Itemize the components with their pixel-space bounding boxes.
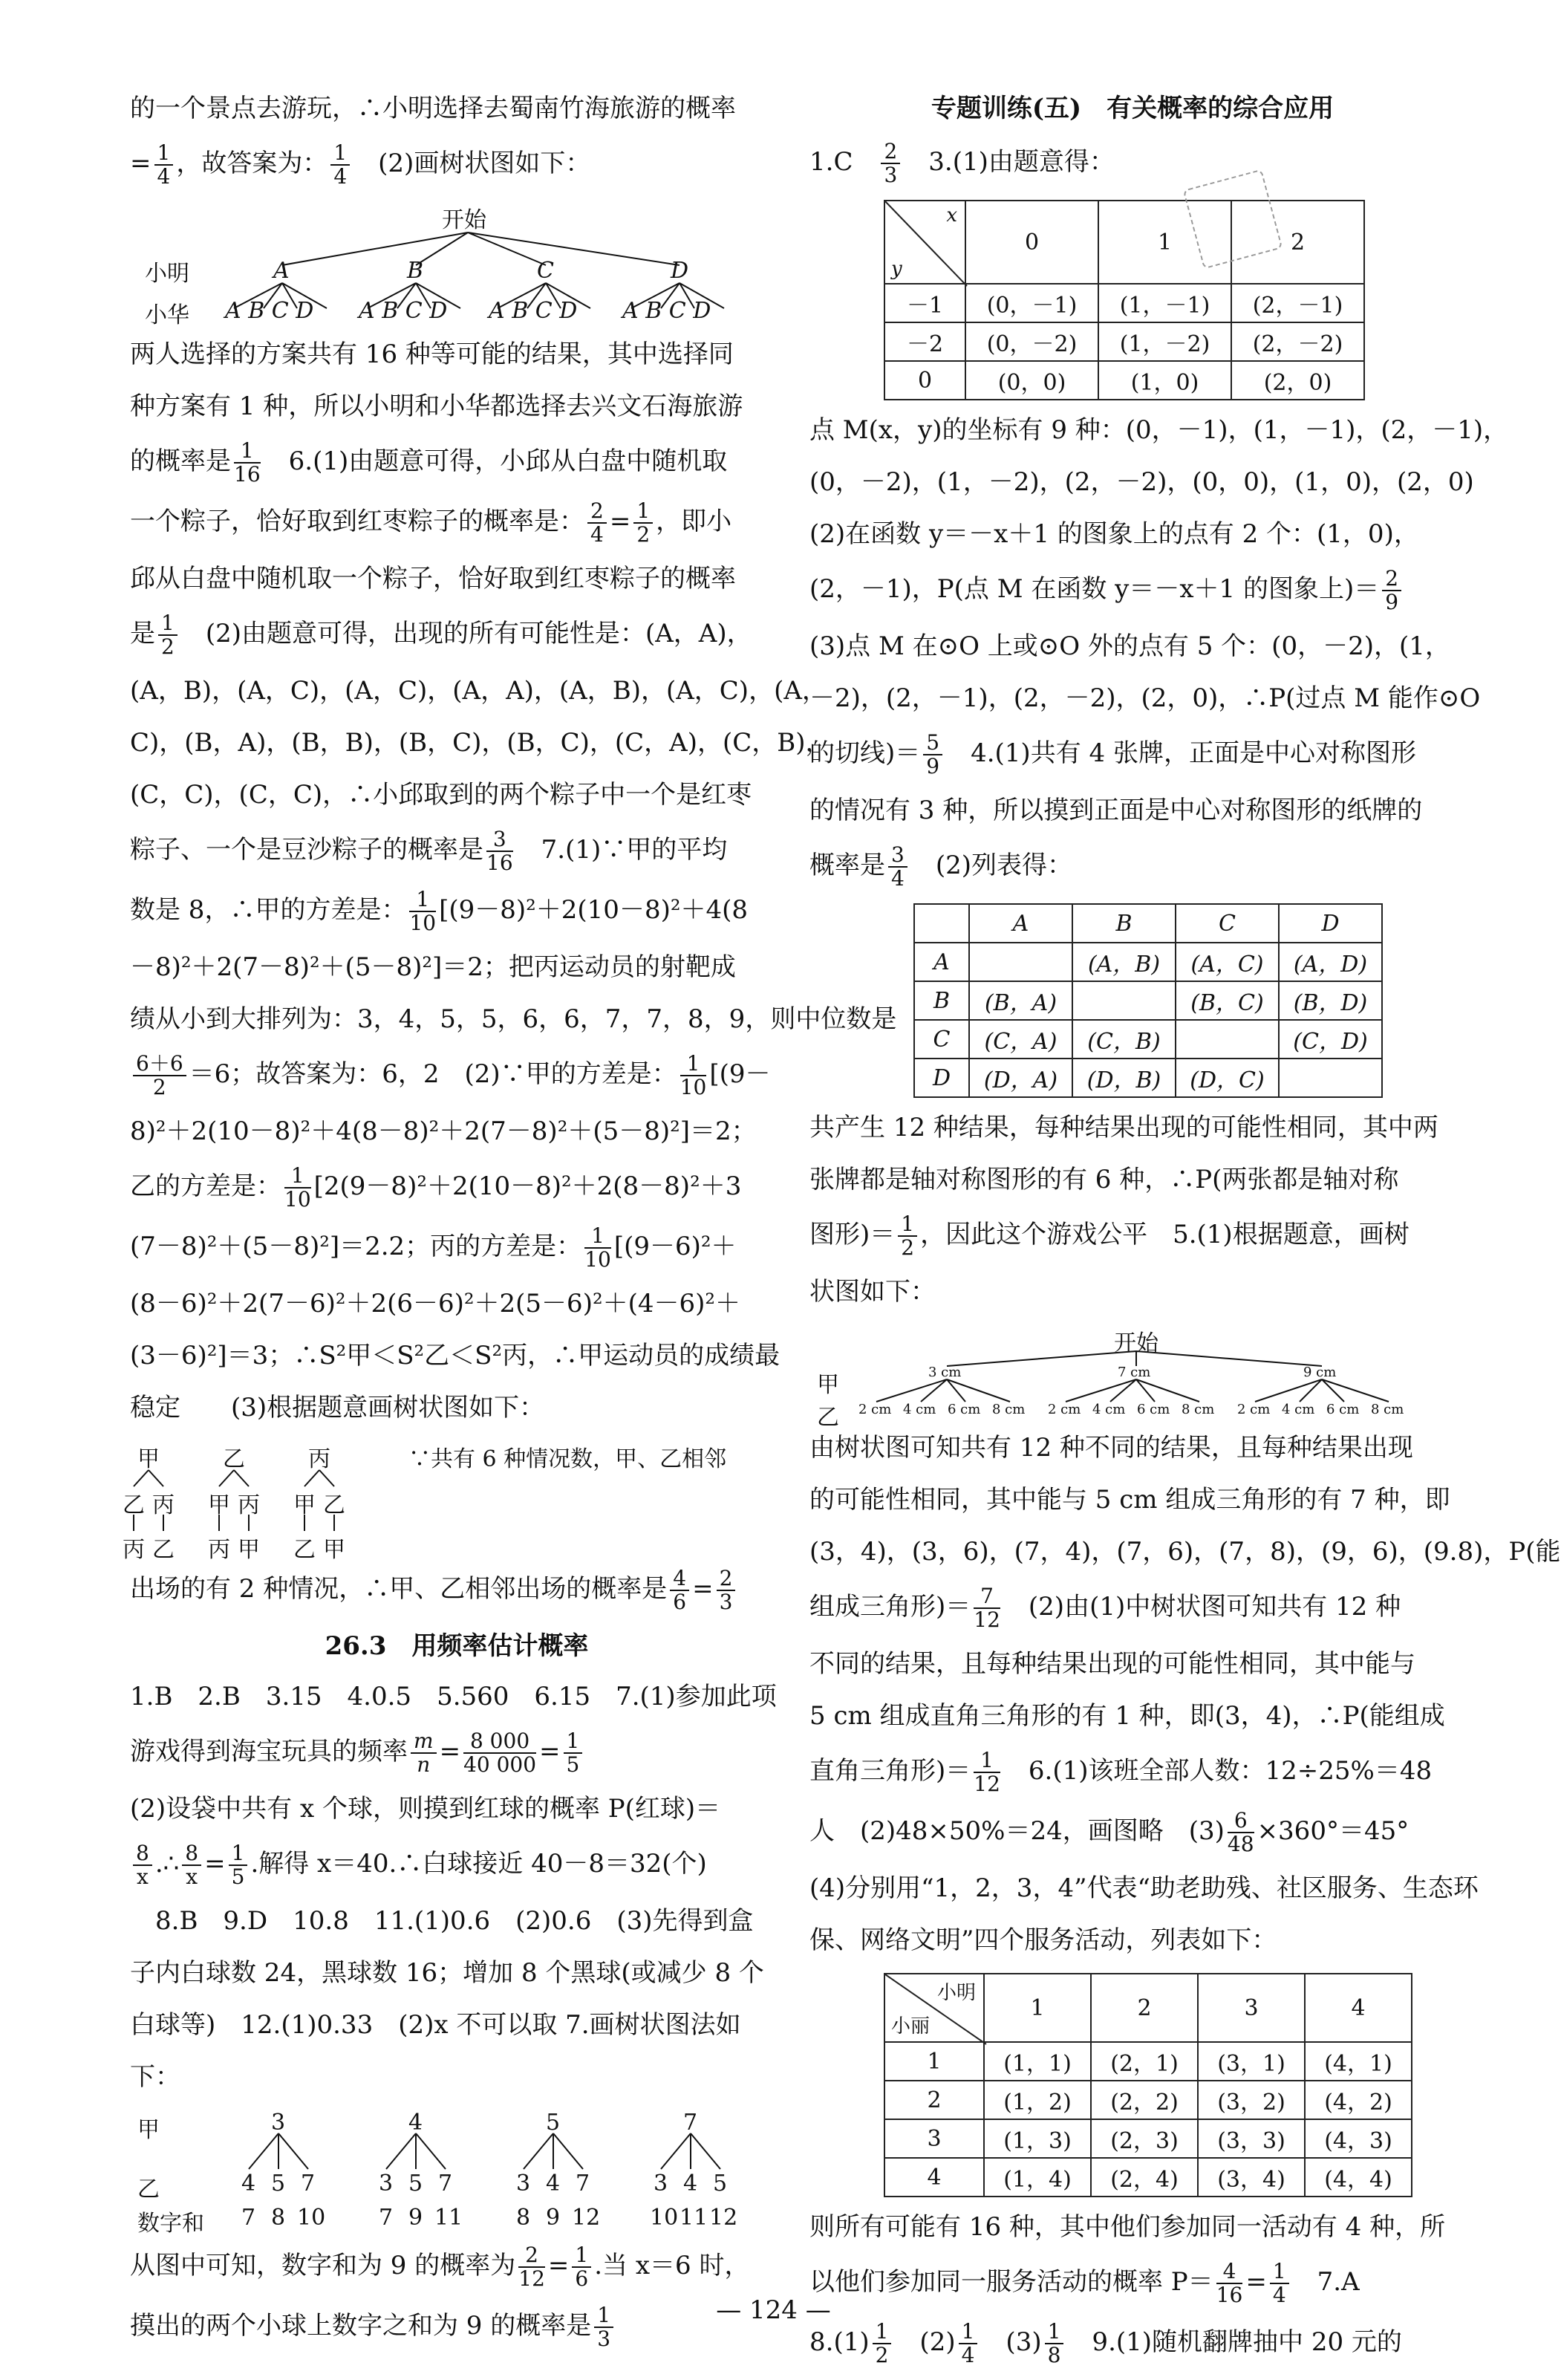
table-cell: (B，D) (1279, 981, 1382, 1020)
tree-node: 3 cm (928, 1365, 962, 1380)
fraction: $\frac{2}{12}$ (518, 2243, 545, 2291)
tree-node: 7 (301, 2171, 316, 2197)
fraction: $\frac{8}{x}$ (182, 1842, 201, 1888)
table-cell: (1，3) (984, 2119, 1091, 2158)
tree-node: D (671, 258, 689, 284)
table-row (914, 943, 1382, 981)
text-line: (3，4)，(3，6)，(7，4)，(7，6)，(7，8)，(9，6)，(9.8)，P(能 (809, 1537, 1561, 1567)
tree-node: 3 (516, 2171, 531, 2197)
text-line: 摸出的两个小球上数字之和为 9 的概率是 $\frac{1}{3}$ (130, 2303, 783, 2350)
table-cell: (1，1) (984, 2042, 1091, 2081)
tree-node: 5 (546, 2110, 561, 2136)
tree-node: 4 (546, 2171, 561, 2197)
table-cell: A (914, 943, 969, 981)
table-row (914, 1020, 1382, 1059)
fraction: $\frac{6+6}{2}$ (133, 1053, 186, 1099)
table-header: C (1176, 904, 1279, 943)
tree-sum: 7 (241, 2205, 256, 2231)
table-cell: 3 (884, 2119, 984, 2158)
text-line: (8－6)²＋2(7－6)²＋2(6－6)²＋2(5－6)²＋(4－6)²＋ (130, 1289, 741, 1319)
table-cell: (3，1) (1198, 2042, 1305, 2081)
fraction: $\frac{1}{3}$ (594, 2304, 613, 2350)
table-cell (1279, 1059, 1382, 1097)
table-header: B (1072, 904, 1176, 943)
tree-leaf: 2 cm (858, 1402, 892, 1417)
table-header: D (1279, 904, 1382, 943)
card-pair-table (913, 903, 1383, 1098)
tree-node: 乙 (152, 1537, 175, 1563)
table-cell: (0，0) (965, 361, 1098, 400)
tree-node: 丙 (308, 1446, 330, 1472)
tree-leaf: 4 cm (1092, 1402, 1126, 1417)
text-line: －2)，(2，－1)，(2，－2)，(2，0)，∴P(过点 M 能作⊙O (809, 683, 1481, 713)
table-row (884, 2081, 1412, 2119)
text-line: 8)²＋2(10－8)²＋4(8－8)²＋2(7－8)²＋(5－8)²]＝2； (130, 1116, 757, 1146)
text-line: 的一个景点去游玩，∴小明选择去蜀南竹海旅游的概率 (130, 94, 736, 123)
text-line: 直角三角形)＝ $\frac{1}{12}$ 6.(1)该班全部人数：12÷25%＝48 (809, 1748, 1433, 1796)
tree-sum: 11 (680, 2205, 708, 2231)
tree-leaves: A B C D (225, 298, 314, 324)
text-line: $\frac{8}{x}$ .∴ $\frac{8}{x}$ = $\frac{1}{5}$ .解得 x＝40.∴白球接近 40－8＝32(个) (130, 1841, 783, 1888)
tree-node: 7 cm (1118, 1365, 1151, 1380)
coordinate-table (884, 200, 1365, 400)
fraction: $\frac{1}{2}$ (898, 1213, 917, 1259)
tree-node: 甲 (137, 1446, 160, 1472)
tree-row-label: 甲 (817, 1372, 839, 1398)
table-cell: (1，－1) (1098, 284, 1231, 322)
tree-node: 乙 (223, 1446, 245, 1472)
text-line: $\frac{6+6}{2}$ ＝6；故答案为：6，2 (2)∵甲的方差是： $\frac{1}{10}$ [(9－ (130, 1052, 783, 1099)
tree-node: 丙 (123, 1537, 145, 1563)
text-line: 乙的方差是： $\frac{1}{10}$ [2(9－8)²＋2(10－8)²＋2(8－8)²＋3 (130, 1163, 742, 1212)
table-cell: (B，A) (969, 981, 1072, 1020)
tree-sum: 9 (546, 2205, 561, 2231)
tree-leaf: 2 cm (1237, 1402, 1271, 1417)
table-cell: (C，A) (969, 1020, 1072, 1059)
tree-diagram-2 (123, 1440, 783, 1563)
text-line: 种方案有 1 种，所以小明和小华都选择去兴文石海旅游 (130, 391, 743, 421)
text-line: 组成三角形)＝ $\frac{7}{12}$ (2)由(1)中树状图可知共有 12 种 (809, 1584, 1401, 1632)
tree-sum: 8 (271, 2205, 286, 2231)
table-row (884, 361, 1364, 400)
text-line: (2，－1)，P(点 M 在函数 y＝－x＋1 的图象上)＝ $\frac{2}{9}$ (809, 567, 1456, 614)
tree-node: 乙 (323, 1492, 345, 1518)
tree-sum: 7 (379, 2205, 394, 2231)
table-cell: －2 (884, 322, 965, 361)
tree-sum: 12 (709, 2205, 738, 2231)
text-line: 8.B 9.D 10.8 11.(1)0.6 (2)0.6 (3)先得到盒 (130, 1906, 754, 1936)
table-cell: (2，3) (1091, 2119, 1198, 2158)
text-line: = $\frac{1}{4}$ ，故答案为： $\frac{1}{4}$ (2)画树状图如下： (130, 140, 591, 189)
table-cell: (4，2) (1305, 2081, 1412, 2119)
tree-sum: 10 (650, 2205, 679, 2231)
table-cell: (2，4) (1091, 2158, 1198, 2197)
tree-node: 3 (379, 2171, 394, 2197)
tree-node: 4 (408, 2110, 423, 2136)
tree-node: 5 (713, 2171, 728, 2197)
text-line: (2)设袋中共有 x 个球，则摸到红球的概率 P(红球)＝ (130, 1794, 721, 1824)
table-cell: (A，D) (1279, 943, 1382, 981)
text-line: (2)在函数 y＝－x＋1 的图象上的点有 2 个：(1，0)， (809, 519, 1419, 549)
text-line: ∵共有 6 种情况数，甲、乙相邻 (408, 1446, 727, 1472)
text-line: (A，B)，(A，C)，(A，C)，(A，A)，(A，B)，(A，C)，(A， (130, 676, 827, 706)
tree-node: 4 (683, 2171, 698, 2197)
tree-diagram-1 (130, 201, 783, 328)
table-cell: B (914, 981, 969, 1020)
tree-leaf: 6 cm (948, 1402, 981, 1417)
fraction: $\frac{3}{16}$ (486, 827, 513, 875)
text-line: (4)分别用“1，2，3，4”代表“助老助残、社区服务、生态环 (809, 1873, 1479, 1903)
text-line: 的情况有 3 种，所以摸到正面是中心对称图形的纸牌的 (809, 796, 1423, 825)
tree-node: 5 (408, 2171, 423, 2197)
fraction: $\frac{4}{6}$ (670, 1567, 689, 1613)
tree-leaves: A B C D (359, 298, 448, 324)
table-row (884, 2158, 1412, 2197)
text-line: 以他们参加同一服务活动的概率 P＝ $\frac{4}{16}$ = $\frac{1}{4}$ 7.A (809, 2259, 1360, 2307)
table-cell: (3，3) (1198, 2119, 1305, 2158)
table-cell: (B，C) (1176, 981, 1279, 1020)
tree-leaf: 4 cm (1282, 1402, 1315, 1417)
tree-row-label: 小华 (145, 302, 189, 328)
fraction: $\frac{2}{3}$ (881, 140, 900, 186)
table-cell (1176, 1020, 1279, 1059)
tree-node: 4 (241, 2171, 256, 2197)
text-line: 1.C $\frac{2}{3}$ 3.(1)由题意得： (809, 139, 1115, 187)
text-line: 两人选择的方案共有 16 种等可能的结果，其中选择同 (130, 339, 734, 369)
page-number: — 124 — (716, 2295, 831, 2325)
table-cell: (D，C) (1176, 1059, 1279, 1097)
text-line: 的可能性相同，其中能与 5 cm 组成三角形的有 7 种，即 (809, 1485, 1450, 1515)
table-cell: (D，A) (969, 1059, 1072, 1097)
tree-node: 丙 (208, 1537, 230, 1563)
text-line: (C，C)，(C，C)，∴小邱取到的两个粽子中一个是红枣 (130, 780, 752, 810)
text-line: 邱从白盘中随机取一个粽子，恰好取到红枣粽子的概率 (130, 564, 736, 594)
tree-leaf: 4 cm (903, 1402, 936, 1417)
table-corner: x y (884, 201, 965, 284)
tree-root: 开始 (1114, 1330, 1158, 1356)
table-row (914, 1059, 1382, 1097)
text-line: (3)点 M 在⊙O 上或⊙O 外的点有 5 个：(0，－2)，(1， (809, 631, 1450, 661)
tree-node: 甲 (293, 1492, 316, 1518)
table-cell: C (914, 1020, 969, 1059)
fraction: $\frac{1}{4}$ (1270, 2260, 1289, 2306)
fraction: $\frac{3}{4}$ (888, 844, 907, 890)
table-cell: (2，1) (1091, 2042, 1198, 2081)
text-line: 概率是 $\frac{3}{4}$ (2)列表得： (809, 842, 1072, 891)
table-cell: (4，3) (1305, 2119, 1412, 2158)
tree-node: C (537, 258, 554, 284)
tree-node: 9 cm (1303, 1365, 1337, 1380)
text-line: 白球等) 12.(1)0.33 (2)x 不可以取 7.画树状图法如 (130, 2010, 741, 2040)
text-line: 稳定 (3)根据题意画树状图如下： (130, 1393, 545, 1423)
table-corner: 小明 小丽 (884, 1974, 984, 2042)
text-line: 下： (130, 2062, 180, 2092)
fraction: $\frac{1}{5}$ (229, 1842, 248, 1888)
fraction: $\frac{1}{4}$ (154, 142, 174, 188)
tree-leaf: 6 cm (1326, 1402, 1360, 1417)
text-line: (7－8)²＋(5－8)²]＝2.2；丙的方差是： $\frac{1}{10}$ [(9－6)²＋ (130, 1223, 737, 1272)
table-cell: －1 (884, 284, 965, 322)
table-cell: (4，1) (1305, 2042, 1412, 2081)
fraction: $\frac{6}{48}$ (1227, 1808, 1254, 1856)
table-cell: 2 (884, 2081, 984, 2119)
fraction: $\frac{m}{n}$ (411, 1730, 437, 1776)
table-cell: (C，B) (1072, 1020, 1176, 1059)
fraction: $\frac{1}{8}$ (1045, 2321, 1064, 2367)
text-line: －8)²＋2(7－8)²＋(5－8)²]＝2；把丙运动员的射靶成 (130, 952, 736, 982)
tree-row-label: 乙 (137, 2176, 160, 2202)
fraction: $\frac{1}{2}$ (873, 2321, 892, 2367)
table-cell: (2，－1) (1231, 284, 1364, 322)
text-line: 8.(1) $\frac{1}{2}$ (2) $\frac{1}{4}$ (3) $\frac{1}{8}$ 9.(1)随机翻牌抽中 20 元的 (809, 2319, 1402, 2367)
tree-diagram-3 (130, 2110, 783, 2236)
table-cell: (A，B) (1072, 943, 1176, 981)
text-line: 张牌都是轴对称图形的有 6 种，∴P(两张都是轴对称 (809, 1165, 1399, 1194)
table-cell: D (914, 1059, 969, 1097)
tree-leaf: 8 cm (992, 1402, 1026, 1417)
table-cell (969, 943, 1072, 981)
text-line: 的切线)＝ $\frac{5}{9}$ 4.(1)共有 4 张牌，正面是中心对称图形 (809, 730, 1416, 778)
tree-row-label: 甲 (137, 2117, 160, 2143)
tree-diagram-4 (809, 1324, 1456, 1431)
table-cell: (2，2) (1091, 2081, 1198, 2119)
table-header: 2 (1231, 201, 1364, 284)
table-cell: (C，D) (1279, 1020, 1382, 1059)
table-header: A (969, 904, 1072, 943)
text-line: 1.B 2.B 3.15 4.0.5 5.560 6.15 7.(1)参加此项 (130, 1682, 777, 1711)
text-line: 由树状图可知共有 12 种不同的结果，且每种结果出现 (809, 1433, 1413, 1463)
tree-node: 丙 (152, 1492, 175, 1518)
right-column (809, 89, 1561, 2380)
text-line: 人 (2)48×50%＝24，画图略 (3) $\frac{6}{48}$ ×360°＝45° (809, 1808, 1410, 1856)
table-cell: (1，2) (984, 2081, 1091, 2119)
table-cell: (3，4) (1198, 2158, 1305, 2197)
tree-row-label: 小明 (145, 261, 189, 287)
text-line: 从图中可知，数字和为 9 的概率为 $\frac{2}{12}$ = $\frac{1}{6}$ .当 x＝6 时， (130, 2243, 750, 2291)
fraction: $\frac{8 000}{40 000}$ (463, 1729, 537, 1777)
text-line: 绩从小到大排列为：3，4，5，5，6，6，7，7，8，9，则中位数是 (130, 1004, 897, 1034)
table-cell: (2，0) (1231, 361, 1364, 400)
fraction: $\frac{1}{10}$ (584, 1223, 611, 1272)
tree-node: 7 (438, 2171, 453, 2197)
tree-node: B (407, 258, 424, 284)
tree-row-label: 乙 (817, 1405, 839, 1431)
section-title: 专题训练(五) 有关概率的综合应用 (931, 94, 1334, 123)
fraction: $\frac{1}{2}$ (633, 500, 653, 546)
section-title: 26.3 用频率估计概率 (325, 1631, 589, 1661)
text-line: 的概率是 $\frac{1}{16}$ 6.(1)由题意可得，小邱从白盘中随机取 (130, 438, 728, 487)
tree-root: 开始 (442, 207, 486, 233)
tree-node: 7 (683, 2110, 698, 2136)
tree-leaf: 2 cm (1048, 1402, 1081, 1417)
fraction: $\frac{1}{2}$ (158, 612, 177, 658)
table-row (884, 322, 1364, 361)
text-line: 是 $\frac{1}{2}$ (2)由题意可得，出现的所有可能性是：(A，A)， (130, 611, 752, 659)
table-cell: 0 (884, 361, 965, 400)
tree-sum: 11 (434, 2205, 463, 2231)
table-cell: (1，4) (984, 2158, 1091, 2197)
fraction: $\frac{1}{4}$ (959, 2321, 978, 2367)
table-row (914, 981, 1382, 1020)
tree-sum: 9 (408, 2205, 423, 2231)
tree-node: A (273, 258, 290, 284)
table-cell: (0，－2) (965, 322, 1098, 361)
table-row (884, 284, 1364, 322)
tree-node: 甲 (323, 1537, 345, 1563)
tree-sum: 8 (516, 2205, 531, 2231)
tree-leaf: 8 cm (1371, 1402, 1404, 1417)
tree-leaves: A B C D (622, 298, 711, 324)
text-line: (3－6)²]＝3；∴S²甲＜S²乙＜S²丙，∴甲运动员的成绩最 (130, 1341, 780, 1371)
table-header: 4 (1305, 1974, 1412, 2042)
tree-node: 5 (271, 2171, 286, 2197)
tree-node: 乙 (123, 1492, 145, 1518)
text-line: 出场的有 2 种情况，∴甲、乙相邻出场的概率是 $\frac{4}{6}$ = $\frac{2}{3}$ (130, 1567, 783, 1613)
text-line: 图形)＝ $\frac{1}{2}$ ，因此这个游戏公平 5.(1)根据题意，画树 (809, 1212, 1410, 1260)
table-row (884, 2042, 1412, 2081)
text-line: C)，(B，A)，(B，B)，(B，C)，(B，C)，(C，A)，(C，B)， (130, 728, 831, 758)
table-cell: (3，2) (1198, 2081, 1305, 2119)
tree-leaf: 8 cm (1182, 1402, 1215, 1417)
fraction: $\frac{8}{x}$ (133, 1842, 152, 1888)
tree-node: 甲 (208, 1492, 230, 1518)
fraction: $\frac{1}{6}$ (572, 2244, 591, 2290)
table-cell: 4 (884, 2158, 984, 2197)
table-row (884, 2119, 1412, 2158)
text-line: 一个粽子，恰好取到红枣粽子的概率是： $\frac{2}{4}$ = $\frac{1}{2}$ ，即小 (130, 498, 732, 547)
text-line: 保、网络文明”四个服务活动，列表如下： (809, 1925, 1277, 1955)
fraction: $\frac{2}{9}$ (1382, 568, 1401, 614)
fraction: $\frac{7}{12}$ (974, 1584, 1000, 1632)
fraction: $\frac{2}{4}$ (587, 500, 607, 546)
table-cell: (0，－1) (965, 284, 1098, 322)
fraction: $\frac{1}{10}$ (680, 1051, 707, 1099)
text-line: 不同的结果，且每种结果出现的可能性相同，其中能与 (809, 1649, 1415, 1679)
fraction: $\frac{1}{4}$ (330, 142, 350, 188)
fraction: $\frac{1}{10}$ (409, 887, 437, 935)
fraction: $\frac{1}{10}$ (284, 1163, 311, 1212)
tree-sum: 12 (572, 2205, 601, 2231)
text-line: 则所有可能有 16 种，其中他们参加同一活动有 4 种，所 (809, 2212, 1446, 2242)
tree-row-label: 数字和 (137, 2211, 204, 2237)
tree-node: 7 (576, 2171, 590, 2197)
table-cell: (4，4) (1305, 2158, 1412, 2197)
table-header: 2 (1091, 1974, 1198, 2042)
text-line: 粽子、一个是豆沙粽子的概率是 $\frac{3}{16}$ 7.(1)∵甲的平均 (130, 827, 728, 875)
text-line: 共产生 12 种结果，每种结果出现的可能性相同，其中两 (809, 1113, 1438, 1142)
table-cell: (1，0) (1098, 361, 1231, 400)
fraction: $\frac{1}{16}$ (234, 438, 261, 487)
table-header: 1 (1098, 201, 1231, 284)
fraction: $\frac{4}{16}$ (1216, 2259, 1243, 2307)
text-line: 子内白球数 24，黑球数 16；增加 8 个黑球(或减少 8 个 (130, 1958, 764, 1988)
table-header (914, 904, 969, 943)
tree-leaves: A B C D (489, 298, 578, 324)
table-cell: 1 (884, 2042, 984, 2081)
table-header: 3 (1198, 1974, 1305, 2042)
text-line: 点 M(x，y)的坐标有 9 种：(0，－1)，(1，－1)，(2，－1)， (809, 415, 1509, 445)
table-header: 0 (965, 201, 1098, 284)
tree-node: 3 (654, 2171, 668, 2197)
tree-node: 乙 (293, 1537, 316, 1563)
fraction: $\frac{5}{9}$ (923, 732, 942, 778)
text-line: 数是 8，∴甲的方差是： $\frac{1}{10}$ [(9－8)²＋2(10－8)²＋4(8 (130, 887, 748, 935)
tree-node: 甲 (238, 1537, 260, 1563)
table-cell: (1，－2) (1098, 322, 1231, 361)
tree-leaf: 6 cm (1137, 1402, 1170, 1417)
table-cell (1072, 981, 1176, 1020)
table-cell: (2，－2) (1231, 322, 1364, 361)
text-line: (0，－2)，(1，－2)，(2，－2)，(0，0)，(1，0)，(2，0) (809, 467, 1474, 497)
text-line: 5 cm 组成直角三角形的有 1 种，即(3，4)，∴P(能组成 (809, 1701, 1445, 1731)
activity-table (884, 1973, 1412, 2197)
fraction: $\frac{1}{12}$ (974, 1748, 1000, 1796)
table-cell: (A，C) (1176, 943, 1279, 981)
fraction: $\frac{2}{3}$ (717, 1567, 736, 1613)
text-line: 状图如下： (809, 1277, 936, 1307)
table-cell: (D，B) (1072, 1059, 1176, 1097)
tree-sum: 10 (297, 2205, 326, 2231)
fraction: $\frac{1}{5}$ (564, 1730, 583, 1776)
table-header: 1 (984, 1974, 1091, 2042)
tree-node: 丙 (238, 1492, 260, 1518)
tree-node: 3 (271, 2110, 286, 2136)
text-line: 游戏得到海宝玩具的频率 $\frac{m}{n}$ = $\frac{8 000}{40 000}$ = $\frac{1}{5}$ (130, 1729, 783, 1776)
